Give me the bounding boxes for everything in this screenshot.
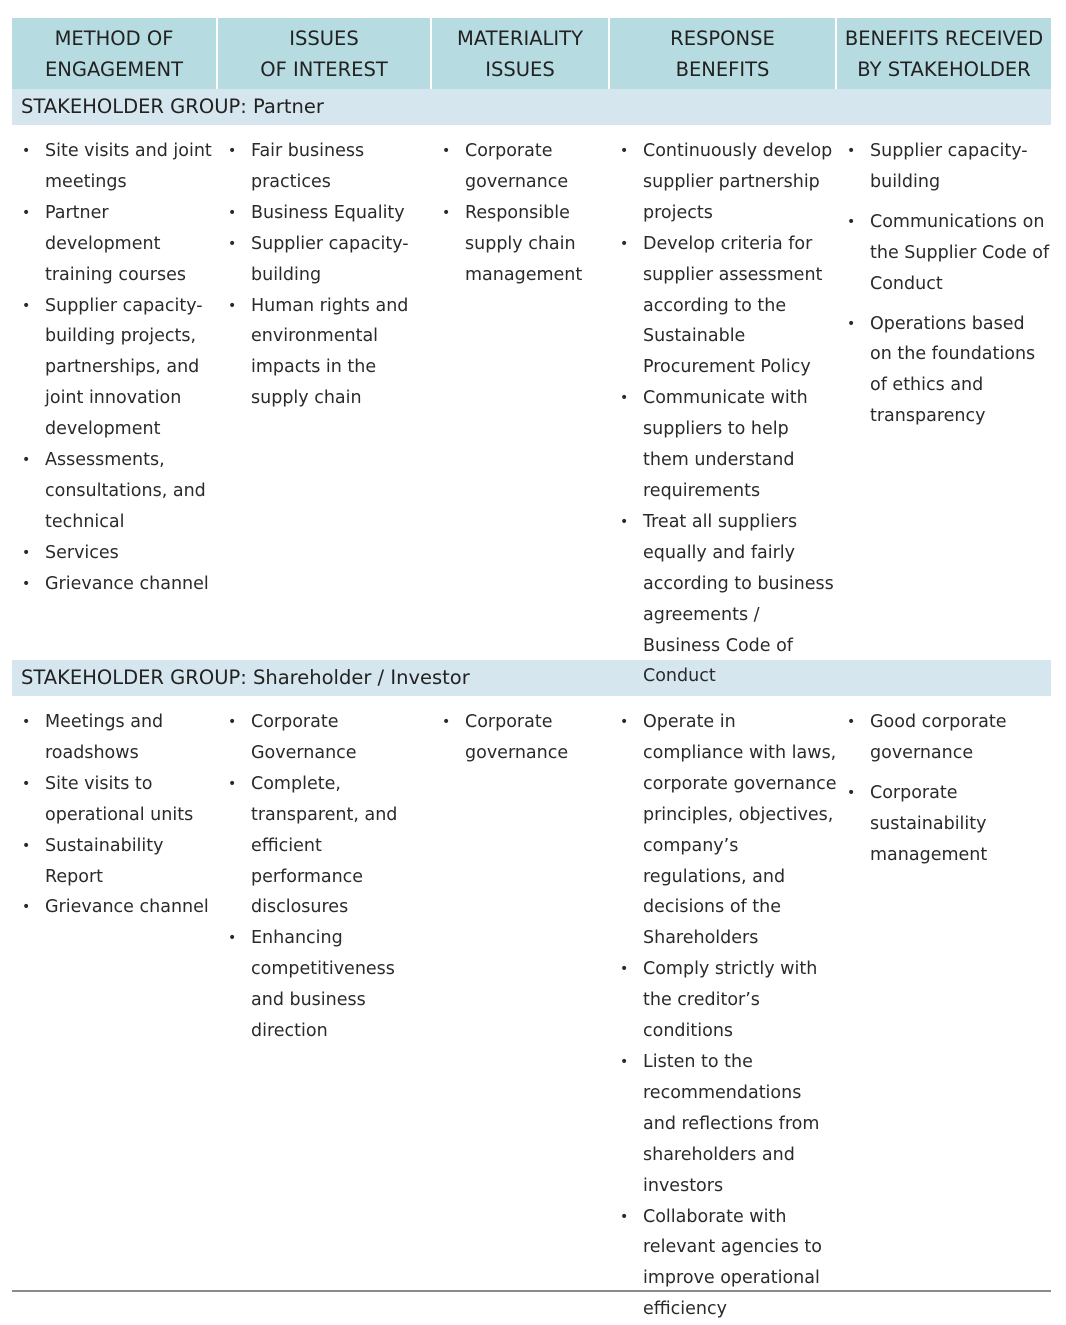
group-label-partner: STAKEHOLDER GROUP: Partner	[12, 89, 1051, 125]
list-item: • Operate in compliance with laws, corporate governance principles, objectives, company’s regulations, and decisions of the Shareholders	[610, 707, 837, 954]
list-item: • Corporate governance	[432, 707, 610, 769]
list-item: • Business Equality	[218, 198, 432, 229]
list-item: • Responsible supply chain management	[432, 198, 610, 291]
header-line: ENGAGEMENT	[45, 58, 183, 81]
header-line: MATERIALITY	[457, 27, 583, 50]
list-item: • Human rights and environmental impacts in the supply chain	[218, 291, 432, 415]
list-item: • Listen to the recommendations and reflections from shareholders and investors	[610, 1047, 837, 1202]
group-label-shareholder: STAKEHOLDER GROUP: Shareholder / Investor	[12, 660, 1051, 696]
header-method-of-engagement	[12, 18, 216, 89]
list-item: • Good corporate governance	[837, 707, 1051, 769]
list-item: • Enhancing competitiveness and business direction	[218, 923, 432, 1047]
stakeholder-engagement-table	[12, 18, 1051, 1291]
cell-benefits	[837, 707, 1051, 880]
list-item: • Operations based on the foundations of ethics and transparency	[837, 309, 1051, 433]
bullet-list	[837, 707, 1051, 871]
header-materiality-issues	[432, 18, 608, 89]
header-line: ISSUES	[485, 58, 554, 81]
list-item: • Assessments, consultations, and technical	[12, 445, 218, 538]
list-item: • Services	[12, 538, 218, 569]
list-item: • Corporate governance	[432, 136, 610, 198]
header-response-benefits	[610, 18, 835, 89]
header-line: OF INTEREST	[260, 58, 388, 81]
header-benefits-received	[837, 18, 1051, 89]
bullet-list	[12, 136, 218, 600]
list-item: • Develop criteria for supplier assessment according to the Sustainable Procurement Policy	[610, 229, 837, 384]
group-row-partner	[12, 125, 1051, 660]
list-item: • Treat all suppliers equally and fairly according to business agreements / Business Code of Conduct	[610, 507, 837, 692]
list-item: • Corporate sustainability management	[837, 778, 1051, 871]
group-row-shareholder	[12, 696, 1051, 1291]
cell-materiality	[432, 136, 610, 291]
header-line: BENEFITS RECEIVED	[845, 27, 1043, 50]
list-item: • Site visits to operational units	[12, 769, 218, 831]
cell-response	[610, 707, 837, 1325]
list-item: • Grievance channel	[12, 569, 218, 600]
table-header-row	[12, 18, 1051, 89]
cell-materiality	[432, 707, 610, 769]
list-item: • Supplier capacity-building	[218, 229, 432, 291]
bullet-list	[610, 136, 837, 692]
list-item: • Supplier capacity-building projects, partnerships, and joint innovation development	[12, 291, 218, 446]
cell-method	[12, 707, 218, 923]
bullet-list	[218, 707, 432, 1047]
header-line: METHOD OF	[55, 27, 174, 50]
bullet-list	[432, 136, 610, 291]
cell-issues	[218, 707, 432, 1047]
list-item: • Collaborate with relevant agencies to improve operational efficiency	[610, 1202, 837, 1325]
cell-response	[610, 136, 837, 692]
bullet-list	[610, 707, 837, 1325]
list-item: • Supplier capacity-building	[837, 136, 1051, 198]
list-item: • Communicate with suppliers to help them understand requirements	[610, 383, 837, 507]
bullet-list	[218, 136, 432, 414]
list-item: • Partner development training courses	[12, 198, 218, 291]
list-item: • Communications on the Supplier Code of Conduct	[837, 207, 1051, 300]
list-item: • Site visits and joint meetings	[12, 136, 218, 198]
list-item: • Sustainability Report	[12, 831, 218, 893]
bullet-list	[837, 136, 1051, 432]
header-issues-of-interest	[218, 18, 430, 89]
list-item: • Grievance channel	[12, 892, 218, 923]
cell-issues	[218, 136, 432, 414]
list-item: • Corporate Governance	[218, 707, 432, 769]
list-item: • Comply strictly with the creditor’s conditions	[610, 954, 837, 1047]
list-item: • Continuously develop supplier partnership projects	[610, 136, 837, 229]
list-item: • Fair business practices	[218, 136, 432, 198]
list-item: • Complete, transparent, and efficient performance disclosures	[218, 769, 432, 924]
cell-benefits	[837, 136, 1051, 441]
header-line: ISSUES	[289, 27, 358, 50]
header-line: BENEFITS	[676, 58, 770, 81]
bullet-list	[432, 707, 610, 769]
table-bottom-rule	[12, 1290, 1051, 1292]
header-line: RESPONSE	[670, 27, 775, 50]
list-item: • Meetings and roadshows	[12, 707, 218, 769]
header-line: BY STAKEHOLDER	[857, 58, 1030, 81]
cell-method	[12, 136, 218, 600]
bullet-list	[12, 707, 218, 923]
